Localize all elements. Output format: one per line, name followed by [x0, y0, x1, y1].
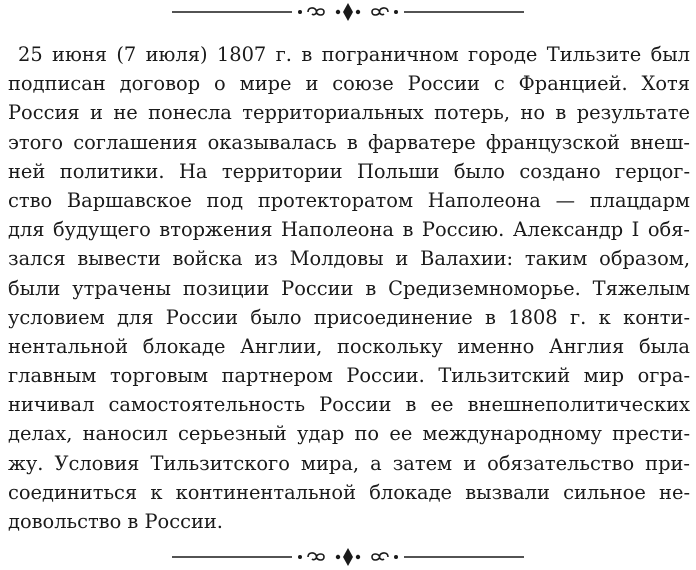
article-text [8, 40, 690, 536]
text-line: условием для России было присоединение в 1808 г. к конти- [8, 305, 690, 329]
scroll-divider-icon [0, 0, 696, 24]
text-line: жу. Условия Тильзитского мира, а затем и обязательство при- [8, 451, 690, 475]
bottom-ornament-divider [0, 545, 696, 569]
text-line: для будущего вторжения Наполеона в Россию. Александр I обя- [8, 218, 690, 242]
text-line: зался вывести войска из Молдовы и Валахии: таким образом, [8, 247, 690, 271]
text-line: этого соглашения оказывалась в фарватере французской внеш- [8, 130, 690, 154]
text-line: ство Варшавское под протекторатом Наполеона — плацдарм [8, 188, 690, 212]
text-line: подписан договор о мире и союзе России с Францией. Хотя [8, 72, 690, 96]
text-line: ничивал самостоятельность России в ее внешнеполитических [8, 393, 690, 417]
text-line: были утрачены позиции России в Средиземноморье. Тяжелым [8, 276, 690, 300]
scroll-divider-icon [0, 545, 696, 569]
text-line: соединиться к континентальной блокаде вызвали сильное не- [8, 480, 690, 504]
top-ornament-divider [0, 0, 696, 24]
text-line: делах, наносил серьезный удар по ее международному прести- [8, 422, 690, 446]
text-line: ней политики. На территории Польши было создано герцог- [8, 159, 690, 183]
text-line: главным торговым партнером России. Тильзитский мир огра- [8, 364, 690, 388]
text-line: 25 июня (7 июля) 1807 г. в пограничном городе Тильзите был [18, 43, 690, 66]
text-line: довольство в России. [8, 510, 223, 533]
text-line: нентальной блокаде Англии, поскольку именно Англия была [8, 334, 690, 358]
text-line: Россия и не понесла территориальных потерь, но в результате [8, 101, 690, 125]
